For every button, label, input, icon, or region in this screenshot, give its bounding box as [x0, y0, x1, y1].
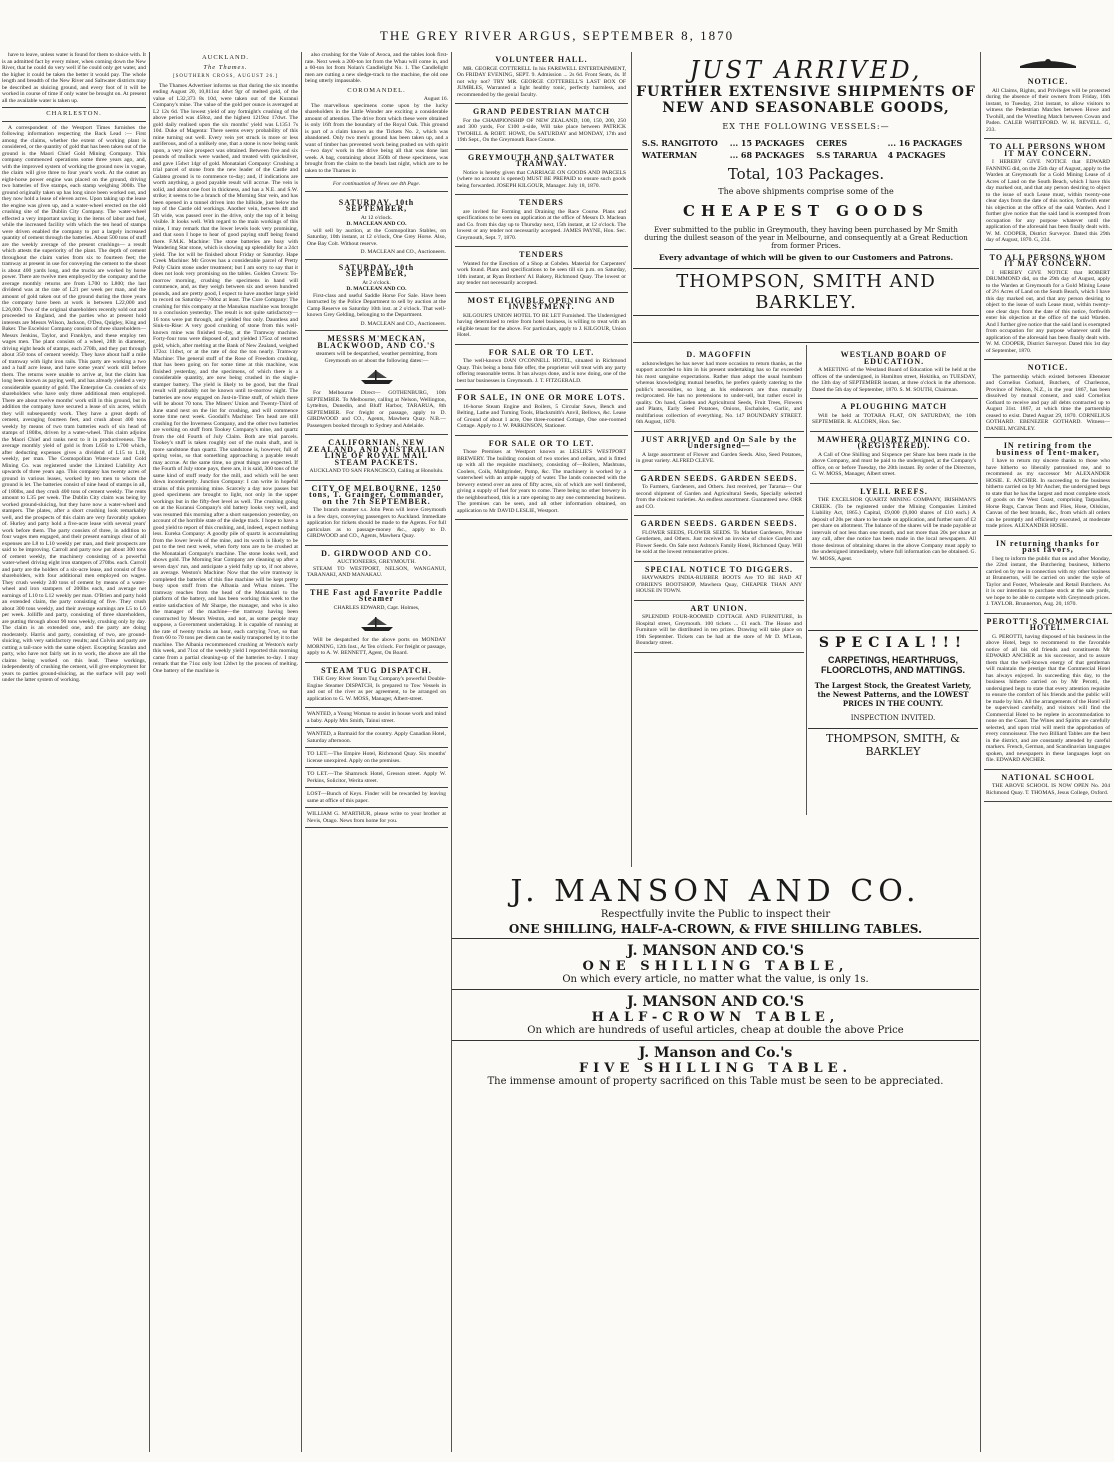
ad-body: Those Premises at Westport known as LESLIE'S WESTPORT BREWERY. The building consists of two stories and cellars, and is fitted up with all the requisite machinery, consisting of—Boilers, Mashtuns, Coolers, Coils, Maltgrinder, Pump, &c. The machinery is worked by a waterwheel with an ample supply of water. The lands connected with the brewery extend over an area of fifty acres, six of which are well timbered, giving a supply of fuel for years to come. There being no other brewery in the neighbourhood, this is a rare opening to any one commencing business. The premises can be seen, and all other information obtained, on application to Mr DAVID LESLIE, Westport.: [457, 449, 626, 514]
ad-body: 16-horse Steam Engine and Boilers, 5 Circular Saws, Bench and Belting, Lathe and Turning Tools, Blacksmith's Anvil, Bellows, &c. Lease of Ground of about 1 acre, One three-roomed Cottage, One one-roomed Cottage. Apply to J. W. PARKINSON, Stationer.: [457, 403, 626, 429]
ad-block: [984, 438, 1112, 536]
column-rule: [631, 52, 632, 867]
ad-line: The above shipments comprise some of the: [718, 187, 894, 196]
ad-title: MESSRS M'MECKAN, BLACKWOOD, AND CO.'S: [317, 334, 436, 350]
ad-body: To Farmers, Gardeners, and Others. Just received, per Tararua— Our second shipment of Garden and Agricultural Seeds, Specially selected from the choicest varieties. An endless assortment. Guaranteed new. ORR and CO.: [636, 484, 802, 510]
dateline: [SOUTHERN CROSS, AUGUST 26.]: [172, 74, 278, 79]
ad-subtitle: At 12 o'clock.: [360, 214, 393, 221]
ad-body: Notice is hereby given that CARRIAGE ON GOODS AND PARCELS (where no account is opened) MUST BE PREPAID to ensure such goods being forwarded. JOSEPH KILGOUR, Manager. July 18, 1870.: [457, 169, 626, 189]
table-desc: On which every article, no matter what the value, is only 1s.: [562, 974, 869, 985]
ad-title: IN returning thanks for past favors,: [996, 538, 1100, 554]
ad-title: STEAM TUG DISPATCH.: [321, 665, 432, 675]
ad-block: [984, 770, 1112, 803]
dateline: August 16.: [423, 96, 448, 102]
ad-block: [984, 614, 1112, 770]
ad-title: TENDERS: [519, 250, 564, 259]
ad-block: [810, 432, 978, 484]
section-heading: COROMANDEL.: [347, 86, 406, 94]
ad-block: [634, 516, 804, 562]
ad-block: [455, 104, 628, 150]
ad-title: GARDEN SEEDS. GARDEN SEEDS.: [640, 473, 798, 483]
ad-title: TENDERS: [519, 198, 564, 207]
ad-body: I have to return my sincere thanks to those who have hitherto so liberally patronised me, and to recommend as my successor Mr ALEXANDER HOSIE. E. ANCHER. In succeeding to the business hitherto carried on by Mr Ancher, the undersigned begs to state that he has the largest and most complete stock of goods on the West Coast, comprising Tarpaulins, Horse Rugs, Canvas Tents and Flies, Hose, Oilskins, Canvas of the best brands, &c., from which all orders can be promptly and efficiently executed, at moderate trade prices. ALEXANDER HOSIE.: [986, 458, 1110, 529]
firm-name: THOMPSON, SMITH AND BARKLEY.: [633, 268, 979, 316]
five-shilling-section: [452, 1040, 979, 1091]
ad-headline: SPECIAL!!!: [818, 635, 968, 651]
ad-title: TO ALL PERSONS WHOM IT MAY CONCERN.: [989, 142, 1107, 158]
ad-signature: D. MACLEAN and CO., Auctioneers.: [360, 320, 446, 327]
ad-firm: D. MACLEAN AND CO.: [346, 286, 407, 292]
ad-body: FLOWER SEEDS, FLOWER SEEDS. To Market Gardeners, Private Gentlemen, and Others. Just received an invoice of choice Garden and Flower Seeds. On Sale next Ashton's Family Hotel, Richmond Quay. Will be sold at the lowest remunerative prices.: [636, 529, 802, 555]
ad-title: GREYMOUTH AND SALTWATER TRAMWAY.: [467, 152, 616, 168]
column-2: [153, 52, 298, 1452]
ad-body: The partnership which existed between Ebenezer and Cornelius Gothard, Butchers, of Charleston, Province of Nelson, N.Z., in the year 1867, has been dissolved by mutual consent, and said Cornelius Gothard to receive and pay all debts contracted up to August 31st. 1867, at which time the partnership ceased to exist. Dated August 29, 1870. CORNELIUS GOTHARD. EBENEZER GOTHARD. Witness—DANIEL M'GINLEY.: [986, 373, 1110, 432]
ad-line: Ever submitted to the public in Greymouth, they having been purchased by Mr Smith during the dullest season of the year in Melbourne, and consequently at a Great Reduction from former Prices.: [644, 226, 968, 250]
ad-block: [455, 52, 628, 104]
ad-subheadline: FURTHER EXTENSIVE SHIPMENTS OF NEW AND SEASONABLE GOODS,: [636, 84, 976, 116]
ad-block: [634, 471, 804, 517]
ad-line: EX THE FOLLOWING VESSELS:—: [722, 122, 890, 131]
article-text: also crushing for the Vale of Avoca, and the tables look first-rate. Next week a 200-ton lot from the Whau will come in, and a 60-ton lot from Nolan's Candlelight No. 1. The Candlelight men are cutting a new sledge-track to the machine, the old one being utterly impassable.: [305, 52, 448, 84]
thompson-smith-barkley-ad: [633, 52, 979, 343]
ad-title: NATIONAL SCHOOL: [1001, 772, 1095, 782]
ad-title: NOTICE.: [1027, 363, 1069, 372]
vessel-cell: ... 16 PACKAGES: [887, 138, 963, 148]
ad-block: [305, 260, 448, 332]
column-rule: [301, 52, 302, 1452]
classified-ad: WILLIAM G. M'ARTHUR, please write to your brother at Nevis, Otago. News from home for you.: [305, 808, 448, 828]
column-1: [2, 52, 146, 1452]
ad-body: A large assortment of Flower and Garden Seeds. Also, Seed Potatoes, in great variety. ALFRED CLEVE.: [636, 451, 802, 464]
ad-title: JUST ARRIVED and On Sale by the Undersigned—: [640, 434, 798, 450]
ad-body: First-class and useful Saddle Horse For Sale. Have been instructed by the Police Department to sell by auction at the Camp Reserve on Saturday 10th inst. at 2 o'clock. That well-known Grey Gelding, belonging to the Department.: [307, 292, 446, 318]
table-desc: On which are hundreds of useful articles, cheap at double the above Price: [527, 1025, 904, 1036]
ad-list: [305, 195, 448, 709]
ad-line: Every advantage of which will be given to our Customers and Patrons.: [658, 253, 954, 262]
column-rule: [980, 52, 981, 1452]
ad-title: NOTICE.: [1027, 77, 1069, 86]
ad-block: [455, 345, 628, 391]
ad-title: FOR SALE OR TO LET.: [488, 438, 595, 448]
table-title: ONE SHILLING TABLE,: [582, 959, 849, 974]
ad-title: SATURDAY, 10th SEPTEMBER,: [338, 197, 415, 213]
ad-block: [305, 331, 448, 435]
column-6: [810, 347, 978, 627]
ad-block: [305, 435, 448, 481]
firm-name: J. MANSON AND CO.'S: [627, 943, 804, 959]
ad-block: [455, 150, 628, 196]
column-rule: [149, 52, 150, 1452]
ad-title: MOST ELIGIBLE OPENING AND INVESTMENT.: [467, 295, 616, 311]
table-title: HALF-CROWN TABLE,: [591, 1010, 840, 1025]
classified-ad: LOST—Bunch of Keys. Finder will be rewarded by leaving same at office of this paper.: [305, 788, 448, 808]
cheapest-goods: CHEAPEST GOODS: [683, 202, 929, 220]
section-subheading: The Thames.: [203, 63, 248, 71]
ad-block: [305, 546, 448, 585]
ad-title: CALIFORNIAN, NEW ZEALAND, AND AUSTRALIAN LINE OF ROYAL MAIL STEAM PACKETS.: [307, 438, 446, 467]
ad-block: [984, 360, 1112, 438]
vessel-cell: CERES: [816, 138, 848, 148]
ad-list: [984, 74, 1112, 802]
ad-block: [455, 390, 628, 436]
ad-block: [634, 562, 804, 601]
article-text: have to leave, unless water is found for them to sluice with. It is an admitted fact by every miner, when coming down the New River, that he could do very well if he could only get water, and the higher it could be taken the better it would pay. The whole length and breadth of the New River and Saltwater districts may be described as sluicing ground, and every foot of it will be worked in course of time if only water be brought on. At present all the available water is taken up.: [2, 52, 146, 104]
ad-title: GRAND PEDESTRIAN MATCH: [473, 107, 610, 116]
column-3: [305, 52, 448, 1452]
ad-body: A Call of One Shilling and Sixpence per Share has been made in the above Company, and must be paid to the undersigned, at the Company's office, on or before Tuesday, the 20th instant. By order of the Directors, G. W. MOSS, Manager, Albert street.: [812, 451, 976, 477]
ad-subtitle: AUCKLAND TO SAN FRANCISCO, Calling at Honolulu.: [309, 468, 444, 474]
ad-block: [810, 484, 978, 569]
classified-ad: TO LET.—The Empire Hotel, Richmond Quay. Six months' license unexpired. Apply on the premises.: [305, 748, 448, 768]
ad-body: will sell by auction, at the Cosmopolitan Stables, on Saturday, 10th instant, at 12 o'clock, One Grey Horse. Also, One Bay Colt. Without reserve.: [307, 227, 446, 247]
masthead: THE GREY RIVER ARGUS, SEPTEMBER 8, 1870: [379, 28, 735, 43]
article-text: The marvellous specimens come upon by the lucky shareholders in the Little Wonder are exciting a considerable amount of attention. The drive from which these were obtained is only 16ft from the boundary of the Royal Oak. This ground is part of a claim known as the Tickets No. 2, which was abandoned. Only two men's ground has been taken up, and a want of timber has prevented work being pushed on with spirit—two days' work in the drive being all that was done last week. A bag, containing about 350lb of these specimens, was brought from the claim to the beach last night, which are to be taken to the Thames in: [305, 102, 448, 174]
ad-title: SATURDAY, 10th SEPTEMBER,: [338, 262, 415, 278]
ad-block: [984, 250, 1112, 361]
ad-title: LYELL REEFS.: [860, 486, 928, 496]
ad-signature: D. MACLEAN and CO., Auctioneers.: [360, 249, 446, 255]
vessel-cell: 4 PACKAGES: [887, 150, 946, 160]
ad-body: A MEETING of the Westland Board of Education will be held at the offices of the undersigned, in Hamilton street, Hokitika, on TUESDAY, the 13th day of SEPTEMBER instant, at three o'clock in the afternoon. Dated the 5th day of September, 1870. S. M. SOUTH, Chairman.: [812, 367, 976, 393]
ad-subtitle: AUCTIONEERS, GREYMOUTH.: [337, 559, 416, 565]
ad-title: CITY OF MELBOURNE, 1250 tons, T. Grainger, Commander, on the 7th SEPTEMBER.: [308, 483, 444, 506]
ad-subtitle: At 2 o'clock.: [362, 279, 391, 286]
vessel-cell: ... 68 PACKAGES: [729, 150, 805, 160]
article-text: A correspondent of the Westport Times furnishes the following information respecting the Back Lead :— First among the claims, whether the extent of working plant is considered, or the quantity of gold that has been taken out of the ground is the Maori Chief Gold Mining Company. This company commenced operations some three years ago, and, with the improved system of working the ground now in vogue, the claim will give three to four year's work. At the outset an eight-horse power engine was placed on the ground, driving two batteries of five stamps, each stamp weighing 300lb. The ground originally taken up has long since been worked out, and they now hold a lease of eleven acres. Upon taking up the lease the engine was given up, and a water-wheel erected on the old crushing site of the Dublin City Company. The water-wheel effected a very important saving in the items of labor and fuel, while the increased facility with which the ten head of stamps were driven enabled the company to put a largely increased quantity of cement through the batteries. About 500 tons of stuff are the weekly average of the present crushings— a result which attests the superiority of the plant. The depth of cement throughout the claim varies from six to fourteen feet; the tramway at present in use for conveying the cement to the shoot is about 400 yards long, and the trucks are worked by horse power. There are twelve men employed by the company and the average monthly returns are from L700 to L800; the last dividend was at the rate of L21 per week per man, and the amount of gold taken out of the ground during the three years the company have been at work is between L22,000 and L26,000. Two of the original shareholders recently sold out and proceeded to England, and the parties who at present hold interests are Messrs Wilson, Jackson, O'Dea, Quigley, King and Baker. The Excelsior Company consists of three shareholders—Messrs Jenkins, Taylor, and Franklyn, and these employ ten wages men. The plant consists of a wheel, 28ft in diameter, driving eight heads of stamps, each 270lb, and they put through about 350 tons of cement weekly. They have about half a mile of tramway with light iron rails. This party are working a two and a half acre lease, and have some years' work still before them. The returns were unable to arrive at, but the claim has long been known as paying well, and has already yielded a very considerable quantity of gold. The Enterprise Co. consists of six shareholders who have only three additional men employed. There are about twelve months' work still in this ground, but in addition the company have secured a lease of six acres, which they will subsequently work. They have a great depth of cement, averaging fourteen feet, and crush about 400 tons weekly by means of two tram batteries each of six head of stamps of 180lbs, driven by a water-wheel. This claim adjoins the Maori Chief and ranks next to it in productiveness. The average monthly yield of gold is from L650 to L700 which, after deducting expenses gives a dividend of L15 to L18, weekly, per man. The Cosmopolitan Water-race and Gold Mining Co. was registered under the Limited Liability Act upwards of three years ago. This company has twenty acres of ground in various leases, worked by ten men to whom the ground is let. The batteries consist of nine head of stamps in all, of 180lbs, and they crush 400 tons of cement weekly. The rents amount to L35 per week. The Dublin City claim was being by worked ground-sluicing, but they have now a water-wheel and stampers. The plates, after a short crushing look remarkably well, and the prospects of this claim are very favorably spoken of. Hurley and party hold a five-acre lease with several years' work before them. The party consists of three, in addition to four wages men engaged, and their present earnings clear of all expenses are L8 to L10 weekly per man, and their prospects are said to be improving. Carroll and party now put about 300 tons of cement weekly, the machinery consisting of a powerful water-wheel driving eight iron stampers of 270lbs. each. Carroll and party are the holders of a six-acre lease, and consist of five shareholders, with four additional men employed on wages. They crush weekly 240 tons of cement by means of a water-wheel and iron stampers of 200lbs each, and average net earnings of L10 to L12 weekly per man. O'Brien and party hold an extended claim, the party consisting of five. They crush about 300 tons weekly, and their average earnings are L5 to L6 per week. Jolliffe and party, consisting of three shareholders, are putting through about 90 tons weekly, crushing only by day. The claim is an extended one, and the party are doing moderately. Harris and party, consisting of two, are ground-sluicing, with very satisfactory results; and Colvin and party are cutting a tail-race with the same object. Excepting Scanlan and party, who have not fairly set in to work, the above are all the claims being worked on this lead. These workings, independently of crushing the cement, will give employment for years to parties ground-sluicing, as the surface will pay well under the latter system of working.: [2, 124, 146, 683]
total-packages: Total, 103 Packages.: [727, 165, 885, 183]
section-heading: CHARLESTON.: [46, 110, 102, 117]
column-rule: [806, 345, 807, 815]
table-desc: The immense amount of property sacrificed on this Table must be seen to be appreciated.: [487, 1076, 944, 1087]
ad-title: D. MAGOFFIN: [686, 350, 752, 359]
ad-title: MAWHERA QUARTZ MINING CO. (REGISTERED).: [817, 434, 971, 450]
ad-body: acknowledges he has never had more occasion to return thanks, as the support accorded to him in his present undertaking has so far exceeded his most sanguine expectations. Rather than adopt the usual humbum whereas knowledging mutual benefits, he prefers quietly catering to the public's necessities, so long as his endeavors are thus mutually reciprocated. He has no pretensions to under-sell, but rather excel in quality. On hand, Garden and Agricultural Seeds, Fruit Trees, Flowers and Plants, Early Seed Potatoes, Onions, Eschaloles, Garlic, and multifarious collection of everything. No. 147 BOUNDARY STREET. 6th August, 1870.: [636, 360, 802, 425]
ad-block: [810, 399, 978, 432]
ad-block: [984, 74, 1112, 139]
ad-line: ONE SHILLING, HALF-A-CROWN, & FIVE SHILLING TABLES.: [508, 922, 923, 936]
firm-name: THOMPSON, SMITH, & BARKLEY: [808, 728, 978, 758]
vessel-cell: S.S TARARUA: [816, 150, 878, 160]
vessel-table: [640, 137, 972, 161]
ad-block: [810, 347, 978, 399]
classified-ad: WANTED, a Young Woman to assist in house work and mind a baby. Apply Mrs Smith, Tainui street.: [305, 708, 448, 728]
ad-block: [305, 585, 448, 663]
ad-body: Will be despatched for the above ports on MONDAY MORNING, 12th Inst., At Ten o'clock. For freight or passage, apply to A. W. BENNETT, Agent, On Board.: [307, 637, 446, 656]
ad-block: [634, 347, 804, 432]
ad-block: [305, 663, 448, 709]
ad-line: The Largest Stock, the Greatest Variety, the Newest Patterns, and the LOWEST PRICES IN THE COUNTY.: [814, 681, 972, 708]
ad-title: VOLUNTEER HALL.: [495, 55, 588, 64]
ad-body: HAYWARD'S INDIA-RUBBER BOOTS Are TO BE HAD AT O'BRIEN'S BOOTSHOP, Mawhera Quay, CHEAPER THAN ANY HOUSE IN TOWN.: [636, 575, 802, 594]
ad-block: [455, 436, 628, 521]
ad-body: I beg to inform the public that on and after Monday, the 22nd instant, the Butchering business, hitherto carried on by me in connection with my other business at Brunnerton, will be carried on under the style of Taylor and Foster, Wholesale and Retail Butchers. As it is our intention to purchase stock at the sale yards, we hope to be able to compete with Greymouth prices. J. TAYLOR. Brunnerton, Aug. 20, 1870.: [986, 555, 1110, 607]
vessel-row: [640, 149, 972, 161]
section-heading: AUCKLAND.: [201, 54, 250, 61]
ad-body: Will be held at TOTARA FLAT, ON SATURDAY, the 10th SEPTEMBER. R. ALCORN, Hon. Sec.: [812, 412, 976, 425]
firm-name: J. MANSON AND CO.'S: [627, 994, 804, 1010]
firm-name: J. Manson and Co.'s: [638, 1045, 793, 1061]
ad-subtitle: CHARLES EDWARD, Capt. Holmes,: [333, 604, 420, 611]
table-title: FIVE SHILLING TABLE.: [578, 1061, 853, 1076]
ad-list: [455, 52, 628, 520]
ad-firm: D. MACLEAN AND CO.: [346, 221, 407, 227]
ad-body: For Melbourne Direct— GOTHENBURG, 10th SEPTEMBER. To Melbourne, calling at Nelson, Wellington, Lyttelton, Dunedin, and Bluff Harbor, TARARUA, 8th SEPTEMBER. For freight or passage, apply to D. GIRDWOOD and CO., Agents, Mawhera Quay. N.B.—Passengers booked through to Sydney and Adelaide.: [307, 390, 446, 429]
ad-body: The branch steamer s.s. John Penn will leave Greymouth in a few days, conveying passengers to Auckland. Immediate application for tickets should be made to the Agents. For full particulars as to passage-money &c., apply to D. GIRDWOOD and CO., Agents, Mawhera Quay.: [307, 507, 446, 539]
classified-list: [305, 708, 448, 828]
column-4: [455, 52, 628, 867]
special-ad: [808, 630, 978, 816]
column-7: [984, 52, 1112, 1452]
ad-list: [810, 347, 978, 568]
ad-line: CARPETINGS, HEARTHRUGS, FLOORCLOTHS, AND MATTINGS.: [821, 655, 965, 675]
ad-body: For the CHAMPIONSHIP OF NEW ZEALAND, 100, 150, 200, 250 and 300 yards, For £100 a-side, Will take place between PATRICK TWOHILL & ROBT. HOWE, On SATURDAY and MONDAY, 17th and 19th Sept., On the Greymouth Race Course.: [457, 117, 626, 143]
ad-line: INSPECTION INVITED.: [850, 714, 936, 722]
ad-headline: JUST ARRIVED,: [689, 56, 923, 84]
ad-block: [984, 536, 1112, 614]
ad-block: [634, 601, 804, 653]
ad-title: TO ALL PERSONS WHOM IT MAY CONCERN.: [989, 252, 1107, 268]
ad-block: [305, 195, 448, 260]
ad-body: I HEREBY GIVE NOTICE that ROBERT DRUMMOND did, on the 29th day of August, apply to the Warden at Greymouth for a Gold Mining Lease of 2½ Acres of Land on the South Beach, which I have this day marked out, and that any person desiring to object to the issue of such Lease must, within twenty-one clear days from the date of this notice, forthwith enter his objection at the office of the said Warden. And I further give notice that the said land is exempted from occupation for any purpose whatever until the application of the aforesaid has been finally dealt with. W. M. COOPER, District Surveyor. Dated this 1st day of September, 1870.: [986, 269, 1110, 354]
ad-body: THE Grey River Steam Tug Company's powerful Double-Engine Steamer DISPATCH, Is prepared to Tow Vessels in and out of the river as per agreement, to be arranged on application to G. W. MOSS, Manager, Albert-street.: [307, 676, 446, 702]
ad-title: FOR SALE OR TO LET.: [488, 347, 595, 357]
ad-body: MR. GEORGE COTTERELL In his FAREWELL ENTERTAINMENT, On FRIDAY EVENING, SEPT. 9. Admission ... 2s 6d. Front Seats, 4s. If not why not? TRY MR. GEORGE COTTERELL'S LAST BOX OF JUMBLES, Warranted a light healthy tonic, perfectly harmless, and recommended by the genial faculty.: [457, 65, 626, 98]
vessel-cell: WATERMAN: [641, 150, 698, 160]
ad-body: All Claims, Rights, and Privileges will be protected during the absence of their owners from Friday, 16th instant, to Tuesday, 21st instant, to allow visitors to witness the Pedestrian Matches between Howe and Twohill, and the Wrestling Match between Cowan and Paden. CALEB WHITEFORD. W. H. REVELL. G, 233.: [986, 87, 1110, 133]
ad-block: [305, 481, 448, 546]
continuation-note: For continuation of News see 4th Page.: [332, 181, 421, 187]
ad-title: D. GIRDWOOD AND CO.: [321, 548, 432, 558]
ad-body: STEAM TO WESTPORT, NELSON, WANGANUI, TARANAKI, AND MANAKAU.: [307, 565, 446, 578]
ad-subtitle: steamers will be despatched, weather permitting, from Greymouth on or about the following dates:—: [315, 351, 438, 364]
column-5: [634, 347, 804, 817]
ad-body: The well-known DAN O'CONNELL HOTEL, situated in Richmond Quay. This being a bona fide offer, the proprietor will treat with any party offering reasonable terms. It has always done, and is now doing, one of the best bar businesses in Greymouth. J. T. FITZGERALD.: [457, 358, 626, 384]
ad-title: PEROTTI'S COMMERCIAL HOTEL.: [986, 616, 1110, 632]
ad-body: THE ABOVE SCHOOL IS NOW OPEN No. 204 Richmond Quay. T. THOMAS, Jesus College, Oxford.: [986, 783, 1110, 796]
ad-title: ART UNION.: [690, 603, 748, 613]
ad-block: [455, 293, 628, 345]
ad-block: [455, 247, 628, 293]
ad-block: [984, 139, 1112, 250]
vessel-cell: ... 15 PACKAGES: [729, 138, 805, 148]
classified-ad: WANTED, a Barmaid for the country. Apply Canadian Hotel, Saturday afternoon.: [305, 728, 448, 748]
ad-body: KILGOUR'S UNION HOTEL TO BE LET Furnished. The Undersigned having determined to retire from hotel business, is willing to treat with an eligible tenant for the above. For particulars, apply to J. KILGOUR, Union Hotel.: [457, 312, 626, 338]
ship-icon: [357, 368, 397, 386]
manson-ad: [452, 870, 979, 1462]
ad-line: Respectfully invite the Public to inspect their: [600, 909, 831, 920]
ad-list: [634, 347, 804, 653]
ad-body: I HEREBY GIVE NOTICE that EDWARD FANNING did, on the 25th day of August, apply to the Warden at Greymouth for a Gold Mining Lease of 4 Acres of Land on the South Beach, which I have this day marked out, and that any person desiring to object to the issue of such Lease must, within twenty-one clear days from the date of this notice, forthwith enter his objection at the office of the said Warden. And I further give notice that the said land is exempted from occupation for any purpose whatever until the application of the aforesaid has been finally dealt with. W. M. COOPER, District Surveyor. Dated this 29th day of August, 1870. G, 234.: [986, 159, 1110, 243]
half-crown-section: [452, 989, 979, 1040]
ad-body: G. PEROTTI, having disposed of his business in the above Hotel, begs to recommend to the favorable notice of all his old friends and constituents Mr EDWARD ANCHER as his successor, and to assure them that the well-known energy of that gentleman will maintain the prestige that the Commercial Hotel has always enjoyed. In succeeding this day, to the business hitherto carried on by Mr Perotti, the undersigned begs to state that every attention requisite to ensure the comfort of his friends and the public will be made by him. All the arrangements of the Hotel will be supervised carefully, and visitors will find the Commercial Hotel to be replete in accommodation to none on the Coast. The Wines and Spirits are carefully selected, and upon trial will merit the approbation of every connoisseur. The two Billiard Tables are the best in the district, and are constantly attended by careful markers. French, German, and Scandinavian languages spoken, and newspapers in these languages kept on file. EDWARD ANCHER.: [986, 633, 1110, 763]
ad-title: WESTLAND BOARD OF EDUCATION.: [840, 350, 948, 366]
ad-title: SPECIAL NOTICE TO DIGGERS.: [645, 564, 793, 574]
ad-body: Wanted for the Erection of a Shop at Cobden. Material for Carpenters' work found. Plans and specifications to be seen till six p.m. on Saturday, 10th instant, at Ryan Brothers' A1 Bakery, Richmond Quay. The lowest or any tender not necessarily accepted.: [457, 260, 626, 286]
ad-body: SPLENDID FOUR-ROOMED COTTAGE AND FURNITURE, In Hospital street, Greymouth. 100 tickets ... £1 each. The House and Furniture will be distributed in ten prizes. Drawing will take place on 19th September. Tickets can be had at the store of Mr D. M'Lean, Boundary street.: [636, 614, 802, 646]
ad-body: are invited for Forming and Draining the Race Course. Plans and specifications to be seen on application at the office of Messrs D. Maclean and Co. from this day up to Thursday next, 15th instant, at 12 o'clock. The lowest or any tender not necessarily accepted. JAMES PAYNE, Hon. Sec. Greymouth, Sept. 7, 1870.: [457, 208, 626, 241]
ad-title: A PLOUGHING MATCH: [840, 402, 948, 411]
ad-block: [634, 432, 804, 471]
article-text: The Thames Advertiser informs us that during the six months ending August 20, 10,811oz 4dwt 9gr of melted gold, of the value of L32,373 8s 10d, were taken out of the Kuranui Company's mine. The value of the gold per ounce is averaged at L2 12s 6d. The lowest yield of any fortnight's crushing of the above period was 458oz, and the highest 1219oz 17dwt. The gold daily realised upon the six months' yield was L1351 7s 10d. Duke of Magenta: There seems every probability of this mine turning out well. Every vein yet struck is more or less auriferous, and of a unlikely one, that a stone is now being sunk upon, a very nice prospect was obtained. Between five and six pounds of mullock were washed, and treated with quicksilver, and gave 15dwt 14gr of gold. Monataiari Company: Crushing a trial parcel of stone from the new leader of the Castle and Galatea ground is to commence to-day; and, if indications are worth anything, a good payable result will accrue. The vein is solid, and about one foot in thickness, and has a N.E. and S.W. strike; it seems to be a branch of the Morning Star vein, and has been opened in a tunnel driven into the hillside, just below the top of the Castle old workings. Another vein, between 4ft and 5ft wide, was passed over in the drive, only the top of it being visible. It looks well. With regard to the main workings of this mine, I may remark that the lower levels look very promising, and that soon I hope to hear of good paying stuff being found there. F.M.K. Machine: The stone batteries are busy with Wandering Star stone, which is showing up splendidly for a 24ct yield. The lot will be finished about Friday or Saturday. Hape Creek Machine: Mr Groves has a considerable parcel of Pretty Polly Claim stone under treatment; but I am sorry to say that it does not look very promising on the tables. Golden Crown: To-morrow morning, crushing the specimens in hand will commence, and, as they weigh between six and seven hundred pounds, and are pretty good, I expect to have another large yield to record on Saturday—700oz at least. The Cure Company: The crushing for this company at the Manukau machine was brought to a conclusion yesterday. The result is not quite satisfactory—16 tons were put through, and yielded 8oz only. Dauntless and Sink-to-Rise: A very good crushing of stone from this well-known mine was finished to-day, at the Tramway machine. Forty-four tons were disposed of, and yielded 175oz of retorted gold, which, after melting at the Bank of New Zealand, weighed 172oz 11dwt, or at the rate of 4oz the ton nearly. Tramway Machine: The general stuff of the Rose of Freedom crushing, that has been going on for some time at this machine, was finished yesterday, and the specimens, of which there is a considerable quantity, are now being crushed in the single-stamper battery. The yield is likely to be good, but the final result will probably not be known until to-morrow night. The batteries are now engaged on Just-in-Time stuff, of which there will be about 70 tons. The Miners' Union and Twenty-Third of June stand next on the list for crushing, and will commence some time next week. Goodall's Machine: Ten head are still crushing for the Inverness Company, and the other two batteries are working on stuff from Tookey Company's mine, and quartz from the old Fourth of July Claim. Both are trial parcels. Tookey's stuff is taken roughly out of the main shaft, and is more sandstone than quartz. The sandstone is, however, full of spring veins, so that something approaching a payable result may accrue. At the same time, no great things are expected. If the Fourth of July stone pays, there are, it is said, 300 tons of the same kind of stuff ready for the mill, and which will be sent down incontinently. Junction Company: I can write in hopeful strains of this promising mine. Scarcely a day now passes but good specimens are brought to light, not only in the upper workings but in the fifty-feet level as well. The crushing going on at the Kuranui Company's old battery looks very well, and was resumed this morning after a short suspension yesterday, on account of the horrible state of the sledge track. I hope to have a good yield to report of this crushing, and, indeed, expect nothing less. Eureka Company: A goodly pile of quartz is accumulating from the lower levels of the mine, and its worth is likely to be put to the test next week, when forty tons are to be crushed at the Monataiari Company's machine. The stone looks well, and shows gold. The Morning Star Company are cleaning up after a seven days' run, and anticipate a yield fully up to, if not above, an average. Weston's Machine: Now that the wire tramway is completed the batteries of this fine machine will be kept pretty busy upon stuff from the Albania and Whau mines. The tramway reaches from the head of the Monataiari to the platform of the battery, and has been working this week to the entire satisfaction of Mr Sharpe, the manager, and who is also the manager of the machine—the tramway having been constructed by Messrs Weston, and not, as some people may suppose, a Government undertaking. It is capable of running at the rate of twenty trucks an hour, each carrying 7cwt, so that from 60 to 70 tons per diem can be easily transported by it to the machine. The Albania recommenced crushing at Weston's early this week, and 71oz of the weekly yield I reported this morning came from a partial cleaning-up of the batteries to-day. I may remark that the 71oz only lost 12dwt by the process of melting. One battery of the machine is: [153, 82, 298, 674]
ad-title: GARDEN SEEDS. GARDEN SEEDS.: [640, 519, 798, 528]
vessel-row: [640, 137, 972, 149]
classified-ad: TO LET.—The Shamrock Hotel, Gresson street. Apply W. Perkins, Solicitor, Werita street.: [305, 768, 448, 788]
ad-block: [455, 195, 628, 247]
crest-icon: [1018, 56, 1078, 70]
ad-title: FOR SALE, IN ONE OR MORE LOTS.: [457, 393, 626, 402]
one-shilling-section: [452, 938, 979, 989]
ship-icon: [357, 615, 397, 633]
ad-headline: J. MANSON AND CO.: [510, 874, 921, 909]
vessel-cell: S.S. RANGITOTO: [641, 138, 718, 148]
ad-title: IN retiring from the business of Tent-maker,: [996, 441, 1100, 457]
ad-body: THE EXCELSIOR QUARTZ MINING COMPANY, IRISHMAN'S CREEK. (To be registered under the Mining Companies Limited Liability Act, 1865.) Capital, £9,000 (9,000 shares of £10 each.) A deposit of 20s per share to be made on application, and further sum of £2 per share on allotment. The balance of the shares will be made payable at intervals of not less than one month, and not more than 20s per share at any call, after due notice has been made in the local newspapers. All those desirous of obtaining shares in the above Company must apply to the undersigned immediately, where full information can be obtained. G. W. MOSS, Agent.: [812, 497, 976, 562]
ad-title: THE Fast and Favorite Paddle Steamer: [310, 587, 443, 603]
